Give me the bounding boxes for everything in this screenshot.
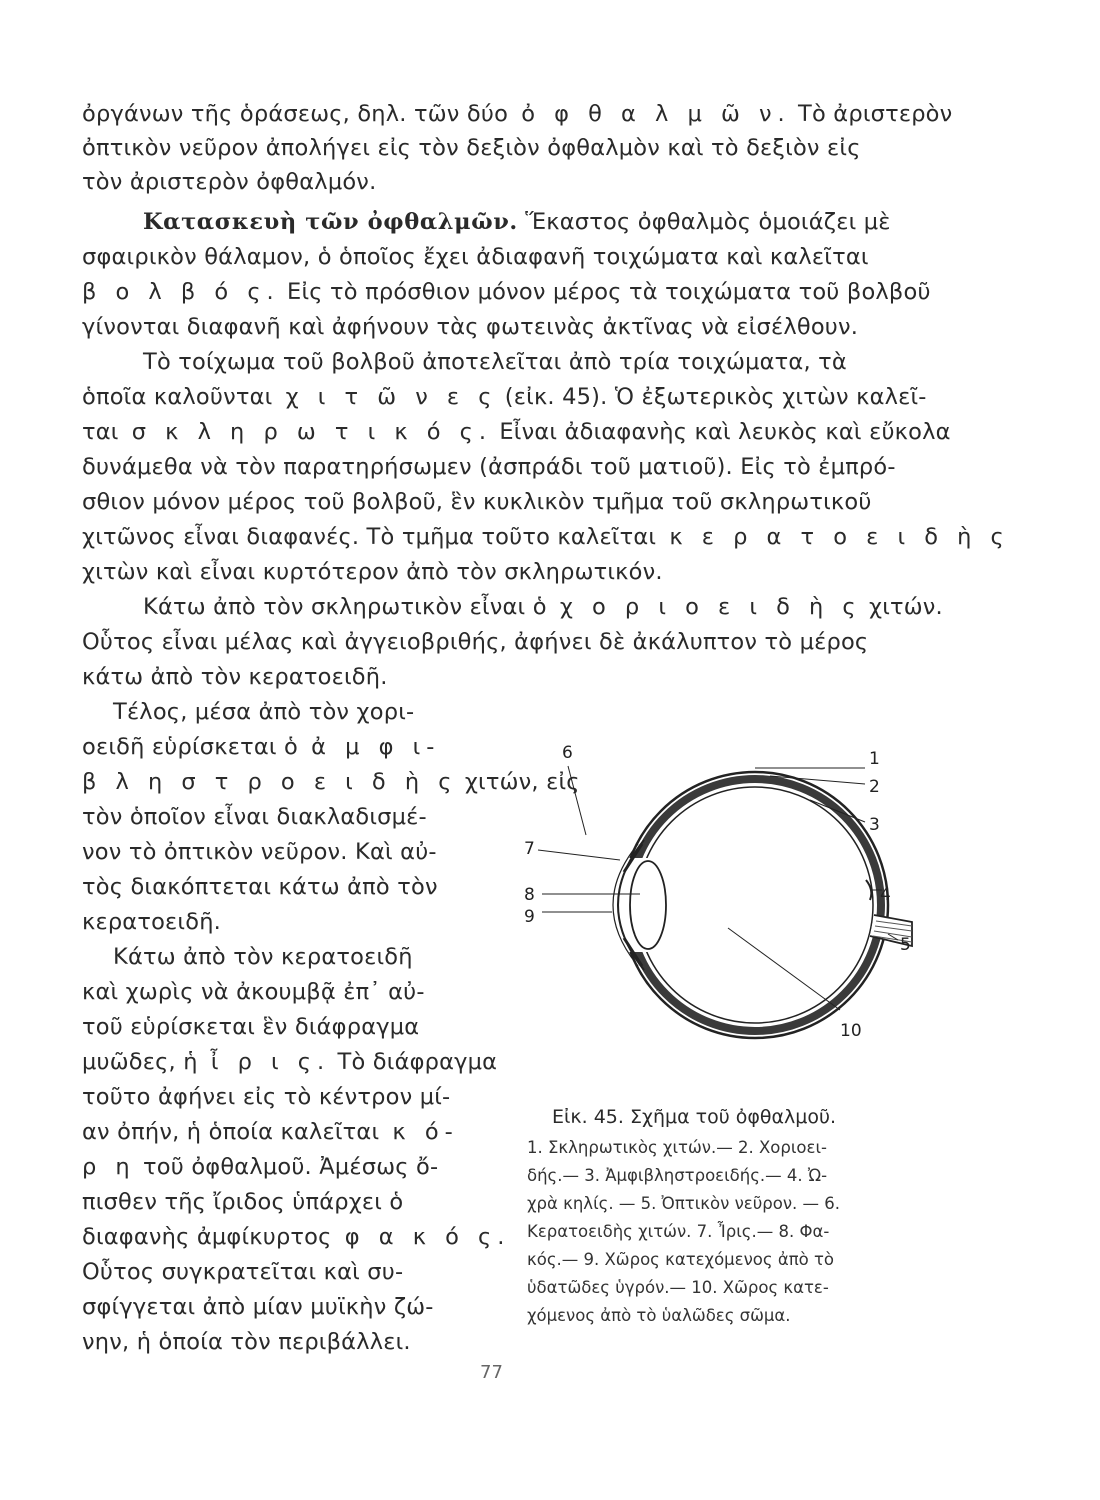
figure-label-1: 1 — [869, 749, 880, 769]
retina-outline — [637, 787, 873, 1023]
text-line: ρ η τοῦ ὀφθαλμοῦ. Ἀμέσως ὄ- — [82, 1154, 439, 1180]
text-line: αν ὀπήν, ἡ ὁποία καλεῖται κ ό- — [82, 1119, 459, 1145]
text-line: Οὗτος συγκρατεῖται καὶ συ- — [82, 1259, 404, 1285]
text-line: β λ η σ τ ρ ο ε ι δ ὴ ς χιτών, εἰς — [82, 769, 580, 795]
section-heading: Κατασκευὴ τῶν ὀφθαλμῶν. — [143, 209, 518, 235]
eye-diagram — [520, 740, 920, 1050]
figure-label-2: 2 — [869, 777, 880, 797]
caption-line: ὑδατῶδες ὑγρόν.— 10. Χῶρος κατε- — [527, 1278, 829, 1297]
text-line: Κάτω ἀπὸ τὸν κερατοειδῆ — [113, 944, 413, 970]
figure-label-8: 8 — [524, 885, 535, 905]
text-line: ὁποῖα καλοῦνται χ ι τ ῶ ν ε ς (εἰκ. 45). Ὁ ἐξωτερικὸς χιτὼν καλεῖ- — [82, 384, 927, 410]
lens-outline — [630, 861, 666, 949]
figure-label-9: 9 — [524, 907, 535, 927]
text-line: Τέλος, μέσα ἀπὸ τὸν χορι- — [113, 699, 415, 725]
text-line: ται σ κ λ η ρ ω τ ι κ ό ς. Εἶναι ἀδιαφανὴς καὶ λευκὸς καὶ εὔκολα — [82, 419, 951, 445]
caption-line: Κερατοειδὴς χιτών. 7. Ἶρις.— 8. Φα- — [527, 1222, 830, 1241]
text-line: καὶ χωρὶς νὰ ἀκουμβᾷ ἐπ᾽ αὐ- — [82, 979, 425, 1005]
text-line: τοῦτο ἀφήνει εἰς τὸ κέντρον μί- — [82, 1084, 451, 1110]
figure-caption-title: Εἰκ. 45. Σχῆμα τοῦ ὀφθαλμοῦ. — [552, 1106, 837, 1128]
caption-line: χόμενος ἀπὸ τὸ ὑαλῶδες σῶμα. — [527, 1306, 791, 1325]
text-line: κερατοειδῆ. — [82, 909, 222, 935]
text-line: πισθεν τῆς ἴριδος ὑπάρχει ὁ — [82, 1189, 404, 1215]
text-line: σθιον μόνον μέρος τοῦ βολβοῦ, ἓν κυκλικὸν τμῆμα τοῦ σκληρωτικοῦ — [82, 489, 872, 515]
text-line: δυνάμεθα νὰ τὸν παρατηρήσωμεν (ἀσπράδι τοῦ ματιοῦ). Εἰς τὸ ἐμπρό- — [82, 454, 896, 480]
figure-label-4: 4 — [880, 885, 891, 905]
text-line: γίνονται διαφανῆ καὶ ἀφήνουν τὰς φωτεινὰς ἀκτῖνας νὰ εἰσέλθουν. — [82, 314, 859, 340]
figure-label-6: 6 — [562, 743, 573, 763]
text-line: ὀργάνων τῆς ὁράσεως, δηλ. τῶν δύο ὀ φ θ α λ μ ῶ ν. Τὸ ἀριστερὸν — [82, 101, 953, 127]
caption-line: 1. Σκληρωτικὸς χιτών.— 2. Χοριοει- — [527, 1138, 827, 1157]
text-line: χιτὼν καὶ εἶναι κυρτότερον ἀπὸ τὸν σκληρωτικόν. — [82, 559, 663, 585]
text-line: μυῶδες, ἡ ἶ ρ ι ς. Τὸ διάφραγμα — [82, 1049, 498, 1075]
text-line: οειδῆ εὑρίσκεται ὁ ἀ μ φ ι- — [82, 734, 441, 760]
text-line: Οὗτος εἶναι μέλας καὶ ἀγγειοβριθής, ἀφήνει δὲ ἀκάλυπτον τὸ μέρος — [82, 629, 869, 655]
text-line: νον τὸ ὀπτικὸν νεῦρον. Καὶ αὐ- — [82, 839, 437, 865]
text-line: Τὸ τοίχωμα τοῦ βολβοῦ ἀποτελεῖται ἀπὸ τρία τοιχώματα, τὰ — [143, 349, 847, 375]
text-line: Κατασκευὴ τῶν ὀφθαλμῶν. Ἕκαστος ὀφθαλμὸς ὁμοιάζει μὲ — [143, 209, 891, 235]
caption-line: κός.— 9. Χῶρος κατεχόμενος ἀπὸ τὸ — [527, 1250, 835, 1269]
caption-line: δής.— 3. Ἀμφιβληστροειδής.— 4. Ὠ- — [527, 1166, 828, 1185]
text-line: τὸν ὁποῖον εἶναι διακλαδισμέ- — [82, 804, 427, 830]
figure-label-7: 7 — [524, 839, 535, 859]
text-line: ὀπτικὸν νεῦρον ἀπολήγει εἰς τὸν δεξιὸν ὀφθαλμὸν καὶ τὸ δεξιὸν εἰς — [82, 135, 861, 161]
figure-label-3: 3 — [869, 815, 880, 835]
text-line: β ο λ β ό ς. Εἰς τὸ πρόσθιον μόνον μέρος τὰ τοιχώματα τοῦ βολβοῦ — [82, 279, 931, 305]
text-line: νην, ἡ ὁποία τὸν περιβάλλει. — [82, 1329, 411, 1355]
caption-line: χρὰ κηλίς. — 5. Ὀπτικὸν νεῦρον. — 6. — [527, 1194, 841, 1213]
text-line: τὸν ἀριστερὸν ὀφθαλμόν. — [82, 169, 377, 195]
text-line: τὸς διακόπτεται κάτω ἀπὸ τὸν — [82, 874, 438, 900]
text-line: σφίγγεται ἀπὸ μίαν μυϊκὴν ζώ- — [82, 1294, 434, 1320]
text-line: Κάτω ἀπὸ τὸν σκληρωτικὸν εἶναι ὁ χ ο ρ ι ο ε ι δ ὴ ς χιτών. — [143, 594, 943, 620]
text-line: σφαιρικὸν θάλαμον, ὁ ὁποῖος ἔχει ἀδιαφανῆ τοιχώματα καὶ καλεῖται — [82, 244, 869, 270]
text-line: τοῦ εὑρίσκεται ἓν διάφραγμα — [82, 1014, 420, 1040]
page-number: 77 — [480, 1362, 503, 1383]
text-line: διαφανὴς ἀμφίκυρτος φ α κ ό ς. — [82, 1224, 511, 1250]
figure-label-5: 5 — [900, 935, 911, 955]
text-line: κάτω ἀπὸ τὸν κερατοειδῆ. — [82, 664, 388, 690]
figure-label-10: 10 — [840, 1021, 862, 1041]
text-line: χιτῶνος εἶναι διαφανές. Τὸ τμῆμα τοῦτο καλεῖται κ ε ρ α τ ο ε ι δ ὴ ς — [82, 524, 1010, 550]
